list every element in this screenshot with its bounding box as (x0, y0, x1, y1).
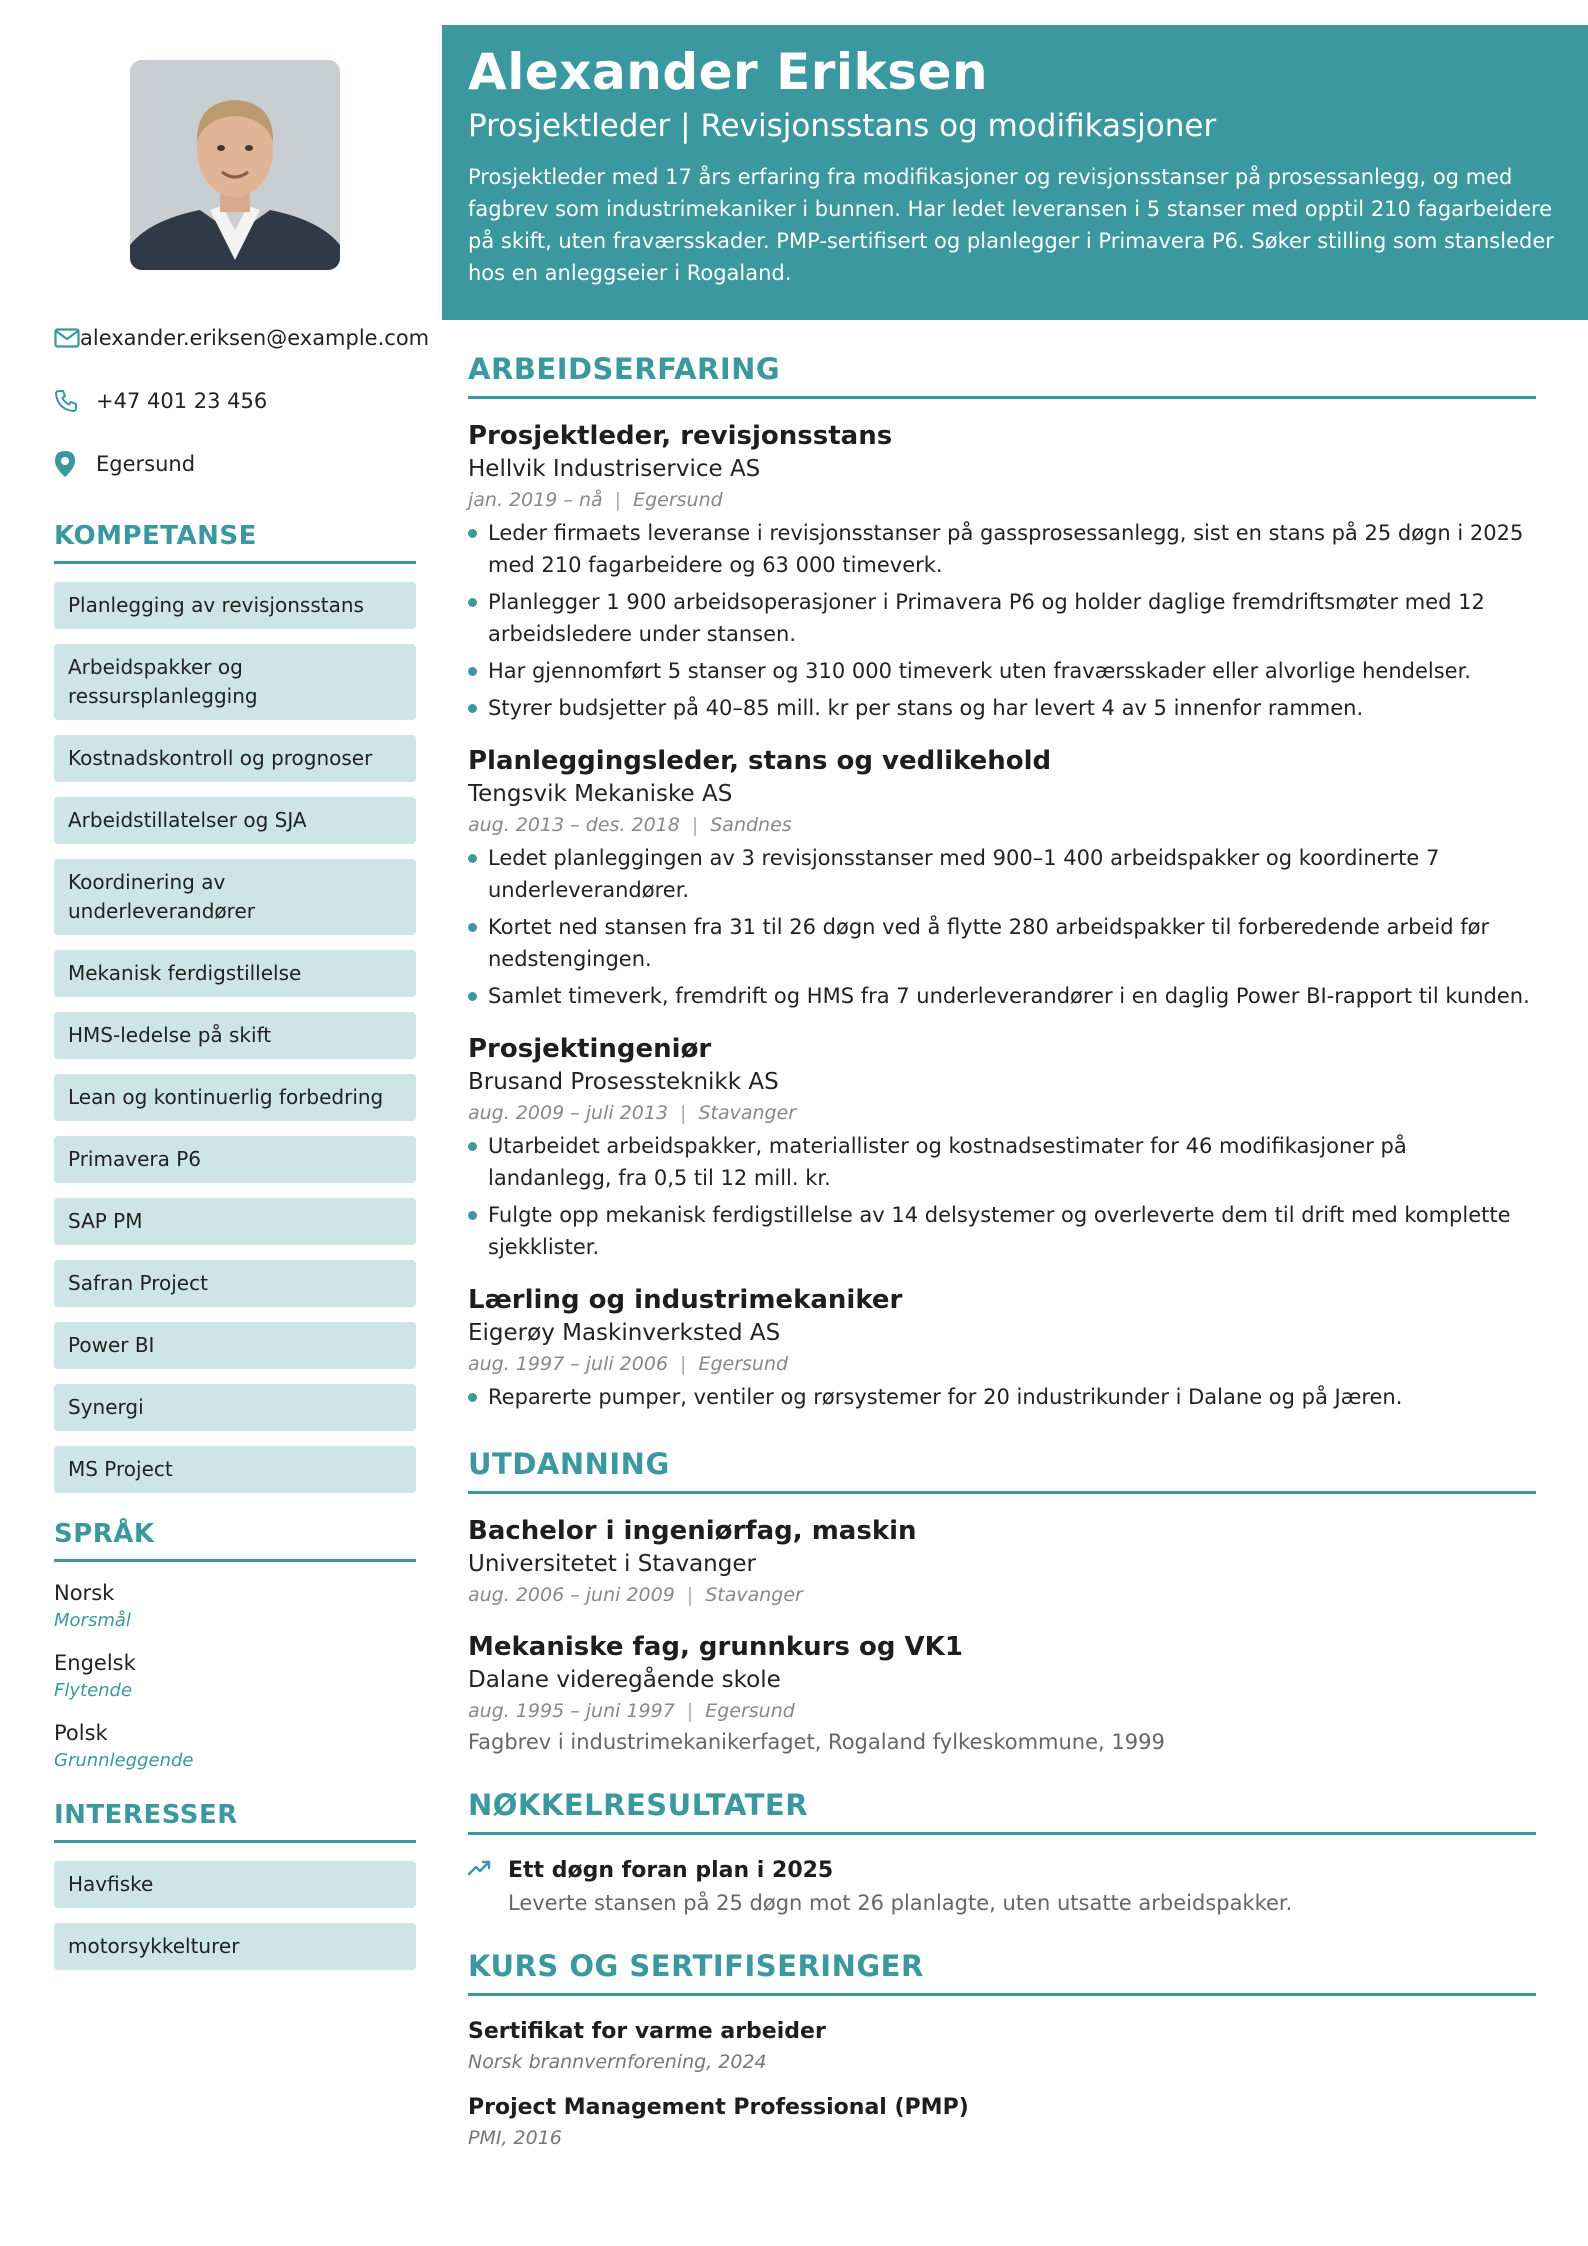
email-text[interactable]: alexander.eriksen@example.com (80, 325, 430, 350)
job-bullets (468, 1381, 1536, 1413)
job-title: Prosjektleder, revisjonsstans (468, 421, 893, 451)
skill-chip: Safran Project (54, 1260, 416, 1307)
language-item (54, 1578, 416, 1634)
meta-separator: | (680, 1353, 687, 1375)
language-name: Engelsk (54, 1651, 136, 1675)
meta-separator: | (686, 1584, 694, 1606)
contact-phone[interactable] (54, 369, 416, 432)
job-entry (468, 1283, 1536, 1413)
language-level: Flytende (54, 1680, 133, 1701)
education-school: Dalane videregående skole (468, 1667, 781, 1693)
skill-chip: Power BI (54, 1322, 416, 1369)
meta-separator: | (691, 814, 699, 836)
skill-chip: Arbeidspakker og ressursplanlegging (54, 644, 416, 720)
skill-chip: SAP PM (54, 1198, 416, 1245)
job-entry (468, 1032, 1536, 1263)
cert-title: Sertifikat for varme arbeider (468, 2019, 826, 2044)
education-meta (468, 1696, 1536, 1726)
interests-list (54, 1861, 416, 1970)
job-bullet: Utarbeidet arbeidspakker, materiallister og kostnadsestimater for 46 modifikasjoner på landanlegg, fra 0,5 til 12 mill. kr. (468, 1130, 1536, 1194)
education-entry (468, 1514, 1536, 1610)
trending-up-icon (468, 1855, 508, 1919)
experience-heading: ARBEIDSERFARING (468, 352, 1536, 399)
job-bullet: Fulgte opp mekanisk ferdigstillelse av 14 delsystemer og overleverte dem til drift med komplette sjekklister. (468, 1199, 1536, 1263)
language-level: Grunnleggende (54, 1750, 194, 1771)
job-meta (468, 485, 1536, 515)
skill-chip: Koordinering av underleverandører (54, 859, 416, 935)
job-company: Brusand Prosessteknikk AS (468, 1069, 779, 1095)
job-bullet: Har gjennomført 5 stanser og 310 000 timeverk uten fraværsskader eller alvorlige hendelser. (468, 655, 1536, 687)
skill-chip: MS Project (54, 1446, 416, 1493)
phone-text[interactable]: +47 401 23 456 (96, 388, 268, 413)
education-place: Stavanger (705, 1584, 803, 1606)
result-description: Leverte stansen på 25 døgn mot 26 planlagte, uten utsatte arbeidspakker. (508, 1891, 1293, 1915)
job-period: aug. 1997 – juli 2006 (468, 1353, 669, 1375)
languages-list (54, 1578, 416, 1774)
job-meta (468, 1349, 1536, 1379)
education-period: aug. 1995 – juni 1997 (468, 1700, 675, 1722)
job-company: Eigerøy Maskinverksted AS (468, 1320, 781, 1346)
skill-chip: HMS-ledelse på skift (54, 1012, 416, 1059)
cert-title: Project Management Professional (PMP) (468, 2095, 969, 2120)
job-title: Lærling og industrimekaniker (468, 1285, 903, 1315)
interests-heading: INTERESSER (54, 1800, 416, 1843)
language-item (54, 1718, 416, 1774)
education-school: Universitetet i Stavanger (468, 1551, 756, 1577)
job-place: Stavanger (698, 1102, 797, 1124)
education-heading: UTDANNING (468, 1447, 1536, 1494)
job-company: Tengsvik Mekaniske AS (468, 781, 733, 807)
job-bullets (468, 842, 1536, 1012)
skill-chip: Mekanisk ferdigstillelse (54, 950, 416, 997)
results-section (468, 1788, 1536, 1919)
skills-list (54, 582, 416, 1493)
interest-chip: Havfiske (54, 1861, 416, 1908)
job-bullet: Reparerte pumper, ventiler og rørsystemer for 20 industrikunder i Dalane og på Jæren. (468, 1381, 1536, 1413)
experience-section (468, 352, 1536, 1413)
interest-chip: motorsykkelturer (54, 1923, 416, 1970)
results-heading: NØKKELRESULTATER (468, 1788, 1536, 1835)
education-degree: Bachelor i ingeniørfag, maskin (468, 1516, 917, 1546)
job-company: Hellvik Industriservice AS (468, 456, 761, 482)
result-title: Ett døgn foran plan i 2025 (508, 1858, 834, 1883)
skill-chip: Primavera P6 (54, 1136, 416, 1183)
education-section (468, 1447, 1536, 1758)
mail-icon (54, 328, 80, 348)
job-bullets (468, 517, 1536, 724)
job-place: Egersund (633, 489, 723, 511)
candidate-name: Alexander Eriksen (468, 43, 989, 101)
cert-item (468, 2016, 1536, 2076)
sidebar (54, 60, 430, 1985)
cert-meta: PMI, 2016 (468, 2127, 562, 2149)
cert-meta: Norsk brannvernforening, 2024 (468, 2051, 767, 2073)
resume-header (442, 25, 1588, 320)
meta-separator: | (680, 1102, 687, 1124)
education-place: Egersund (705, 1700, 795, 1722)
job-bullet: Styrer budsjetter på 40–85 mill. kr per stans og har levert 4 av 5 innenfor rammen. (468, 692, 1536, 724)
job-bullet: Ledet planleggingen av 3 revisjonsstanser med 900–1 400 arbeidspakker og koordinerte 7 underleverandører. (468, 842, 1536, 906)
job-meta (468, 810, 1536, 840)
cert-item (468, 2092, 1536, 2152)
job-place: Sandnes (710, 814, 792, 836)
education-period: aug. 2006 – juni 2009 (468, 1584, 675, 1606)
language-item (54, 1648, 416, 1704)
certs-heading: KURS OG SERTIFISERINGER (468, 1949, 1536, 1996)
avatar (130, 60, 340, 270)
location-pin-icon (54, 450, 96, 478)
certs-section (468, 1949, 1536, 2152)
job-bullet: Samlet timeverk, fremdrift og HMS fra 7 underleverandører i en daglig Power BI-rapport til kunden. (468, 980, 1536, 1012)
skills-heading: KOMPETANSE (54, 521, 416, 564)
skill-chip: Synergi (54, 1384, 416, 1431)
job-place: Egersund (698, 1353, 789, 1375)
languages-heading: SPRÅK (54, 1519, 416, 1562)
job-entry (468, 419, 1536, 724)
education-meta (468, 1580, 1536, 1610)
result-body (508, 1855, 1292, 1919)
language-name: Polsk (54, 1721, 108, 1745)
result-item (468, 1855, 1536, 1919)
language-name: Norsk (54, 1581, 115, 1605)
job-period: aug. 2013 – des. 2018 (468, 814, 680, 836)
education-degree: Mekaniske fag, grunnkurs og VK1 (468, 1632, 963, 1662)
job-bullet: Leder firmaets leveranse i revisjonsstanser på gassprosessanlegg, sist en stans på 25 døgn i 2025 med 210 fagarbeidere og 63 000 timeverk. (468, 517, 1536, 581)
location-text: Egersund (96, 451, 196, 476)
skill-chip: Planlegging av revisjonsstans (54, 582, 416, 629)
job-title: Planleggingsleder, stans og vedlikehold (468, 746, 1052, 776)
main-content (468, 352, 1536, 2168)
education-note: Fagbrev i industrimekanikerfaget, Rogaland fylkeskommune, 1999 (468, 1730, 1165, 1754)
language-level: Morsmål (54, 1610, 131, 1631)
skill-chip: Kostnadskontroll og prognoser (54, 735, 416, 782)
skill-chip: Arbeidstillatelser og SJA (54, 797, 416, 844)
skill-chip: Lean og kontinuerlig forbedring (54, 1074, 416, 1121)
job-bullet: Planlegger 1 900 arbeidsoperasjoner i Primavera P6 og holder daglige fremdriftsmøter med 12 arbeidsledere under stansen. (468, 586, 1536, 650)
job-bullets (468, 1130, 1536, 1263)
contact-list (54, 306, 430, 495)
job-title: Prosjektingeniør (468, 1034, 712, 1064)
contact-email[interactable] (54, 306, 430, 369)
job-meta (468, 1098, 1536, 1128)
job-bullet: Kortet ned stansen fra 31 til 26 døgn ved å flytte 280 arbeidspakker til forberedende arbeid før nedstengingen. (468, 911, 1536, 975)
job-entry (468, 744, 1536, 1012)
job-period: jan. 2019 – nå (468, 489, 603, 511)
contact-location (54, 432, 416, 495)
meta-separator: | (614, 489, 622, 511)
education-entry (468, 1630, 1536, 1758)
job-period: aug. 2009 – juli 2013 (468, 1102, 669, 1124)
meta-separator: | (686, 1700, 694, 1722)
candidate-role: Prosjektleder | Revisjonsstans og modifikasjoner (468, 108, 1217, 144)
profile-summary: Prosjektleder med 17 års erfaring fra modifikasjoner og revisjonsstanser på prosessanlegg, og med fagbrev som industrimekaniker i bunnen. Har ledet leveransen i 5 stanser med opptil 210 fagarbeidere på skift, uten fraværsskader. PMP-sertifisert og planlegger i Primavera P6. Søker stilling som stansleder hos en anleggseier i Rogaland. (468, 165, 1554, 285)
phone-icon (54, 389, 96, 413)
profile-photo (130, 60, 340, 270)
